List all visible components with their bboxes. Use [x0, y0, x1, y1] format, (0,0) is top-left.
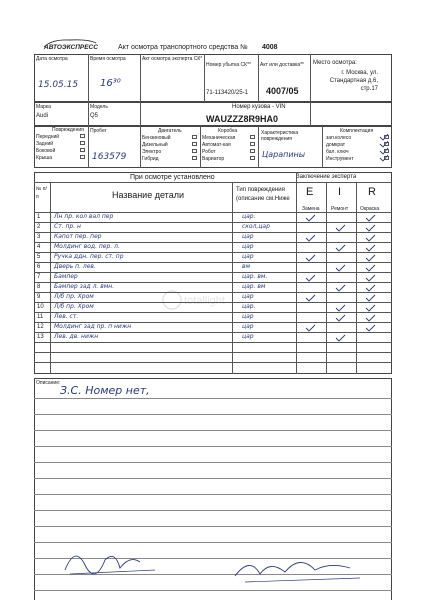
claim-label: Номер убытка СК**: [206, 62, 251, 68]
part-name: Лн пр. кол вал пер: [54, 213, 114, 220]
damage-type: цар: [242, 333, 254, 340]
checkbox: [192, 149, 197, 153]
act-value: 4007/05: [266, 86, 299, 96]
damage-area-item: Боковой: [36, 148, 56, 154]
damage-area-item: Задний: [36, 141, 54, 147]
date-label: Дата осмотра: [36, 56, 68, 62]
claim-value: 71-113420/25-1: [206, 90, 248, 96]
vin-label: Номер кузова - VIN: [232, 104, 286, 110]
col-i-header: I: [338, 186, 342, 198]
checkbox: [192, 135, 197, 139]
completeness-item: Инструмент: [326, 156, 354, 162]
characteristics-value: Царапины: [262, 150, 306, 159]
engine-item: Электро: [142, 149, 162, 155]
expert-title: Заключение эксперта: [296, 174, 357, 180]
svg-text:totallight: totallight: [184, 295, 225, 307]
damage-type: цар: [242, 323, 254, 330]
part-name: Ручка ддн. пер. ст. пр: [54, 253, 124, 260]
checkbox: [192, 156, 197, 160]
checkbox: [80, 148, 85, 152]
damage-type: цар: [242, 233, 254, 240]
checkbox: [80, 134, 85, 138]
part-name: Дверь п. лев.: [54, 263, 96, 270]
check-marks: [360, 132, 392, 164]
part-name: Молдинг вод. пер. л.: [54, 243, 120, 250]
date-value: 15.05.15: [38, 80, 79, 90]
checkbox: [80, 155, 85, 159]
company-logo: [42, 38, 98, 50]
completeness-item: зап.колесо: [326, 135, 352, 141]
svg-text:АВТОЭКСПРЕСС: АВТОЭКСПРЕСС: [44, 44, 98, 50]
checkbox: [250, 156, 255, 160]
make-label: Марка: [36, 104, 51, 110]
part-name: Лев. дв. нижн: [54, 333, 99, 340]
characteristics-label: Характеристика повреждения: [261, 130, 299, 142]
row-number: 7: [37, 274, 41, 280]
document-title: Акт осмотра транспортного средства №: [118, 44, 248, 51]
part-name: Л/б пр. Хром: [54, 303, 94, 310]
damage-type: цар: [242, 243, 254, 250]
checkbox: [250, 135, 255, 139]
checkbox: [250, 142, 255, 146]
expert-act-label: Акт осмотра эксперта СК*: [142, 56, 203, 62]
description-label: Описание:: [36, 380, 61, 386]
time-value: 16³⁰: [100, 78, 121, 89]
part-name: Капот пер. пер: [54, 233, 102, 240]
col-i-sub: Ремонт: [331, 206, 349, 212]
row-number: 10: [37, 304, 44, 310]
gearbox-label: Коробка: [218, 128, 238, 134]
section-title: При осмотре установлено: [130, 174, 215, 181]
damage-type: цар: [242, 313, 254, 320]
signature-right: [230, 548, 370, 588]
part-name: Бампер: [54, 273, 78, 280]
row-number: 5: [37, 254, 41, 260]
row-number: 8: [37, 284, 41, 290]
row-number: 3: [37, 234, 41, 240]
gearbox-item: Автомат-кая: [202, 142, 231, 148]
part-name: Ст. пр. н: [54, 223, 81, 230]
damage-type: цар. вм: [242, 283, 266, 290]
checkbox: [192, 142, 197, 146]
gearbox-item: Вариатор: [202, 156, 225, 162]
description-value: З.С. Номер нет,: [60, 384, 150, 397]
vin-value: WAUZZZ8R9HA0: [206, 114, 279, 124]
damage-type: цар. вм.: [242, 273, 268, 280]
mileage-value: 163579: [92, 152, 127, 162]
damage-area-item: Крыша: [36, 155, 53, 161]
completeness-item: бал. ключ: [326, 149, 349, 155]
model-label: Модель: [90, 104, 108, 110]
damage-type: цар: [242, 293, 254, 300]
row-number: 13: [37, 334, 44, 340]
signature-left: [60, 540, 180, 580]
row-number: 1: [37, 214, 41, 220]
col-e-header: E: [306, 186, 314, 198]
completeness-label: Комплектация: [340, 128, 374, 134]
damage-type: скол,цар: [242, 223, 270, 230]
part-name: Бампер зад л. вмн.: [54, 283, 115, 290]
part-name: Лев. ст.: [54, 313, 79, 320]
place-value: г. Москва, ул. Стандартная д.6, стр.17: [329, 70, 378, 92]
damage-type: вм: [242, 263, 251, 270]
row-number: 2: [37, 224, 41, 230]
make-value: Audi: [36, 113, 49, 119]
completeness-item: домкрат: [326, 142, 346, 148]
document-number: 4008: [262, 44, 278, 51]
col-damage-header: Тип повреждения (описание см.Ниже: [236, 187, 290, 202]
col-e-sub: Замена: [302, 206, 320, 212]
row-number: 11: [37, 314, 44, 320]
damage-type: цар.: [242, 213, 256, 220]
engine-item: Бензиновый: [142, 135, 171, 141]
row-number: 12: [37, 324, 44, 330]
engine-item: Дизельный: [142, 142, 168, 148]
row-number: 4: [37, 244, 41, 250]
row-number: 9: [37, 294, 41, 300]
damage-type: цар: [242, 253, 254, 260]
part-name: Молдинг зад пр. п нижн: [54, 323, 132, 330]
time-label: Время осмотра: [90, 56, 126, 62]
place-label: Место осмотра:: [313, 60, 357, 66]
damage-area-item: Передний: [36, 134, 60, 140]
engine-label: Двигатель: [158, 128, 182, 134]
expert-check-marks: [296, 212, 392, 342]
col-num-header: № п/п: [36, 186, 47, 200]
gearbox-item: Механическая: [202, 135, 236, 141]
watermark-logo: [160, 288, 250, 312]
col-r-header: R: [368, 186, 376, 198]
model-value: Q5: [90, 113, 99, 119]
act-label: Акт или доставка**: [260, 62, 304, 68]
damage-area-label: Повреждения: [52, 127, 84, 133]
col-name-header: Название детали: [112, 190, 184, 200]
col-r-sub: Окраска: [360, 206, 380, 212]
mileage-label: Пробег: [90, 128, 107, 134]
checkbox: [250, 149, 255, 153]
damage-type: цар.: [242, 303, 256, 310]
part-name: Л/б пр. Хром: [54, 293, 94, 300]
checkbox: [80, 141, 85, 145]
gearbox-item: Робот: [202, 149, 216, 155]
engine-item: Гибрид: [142, 156, 159, 162]
row-number: 6: [37, 264, 41, 270]
